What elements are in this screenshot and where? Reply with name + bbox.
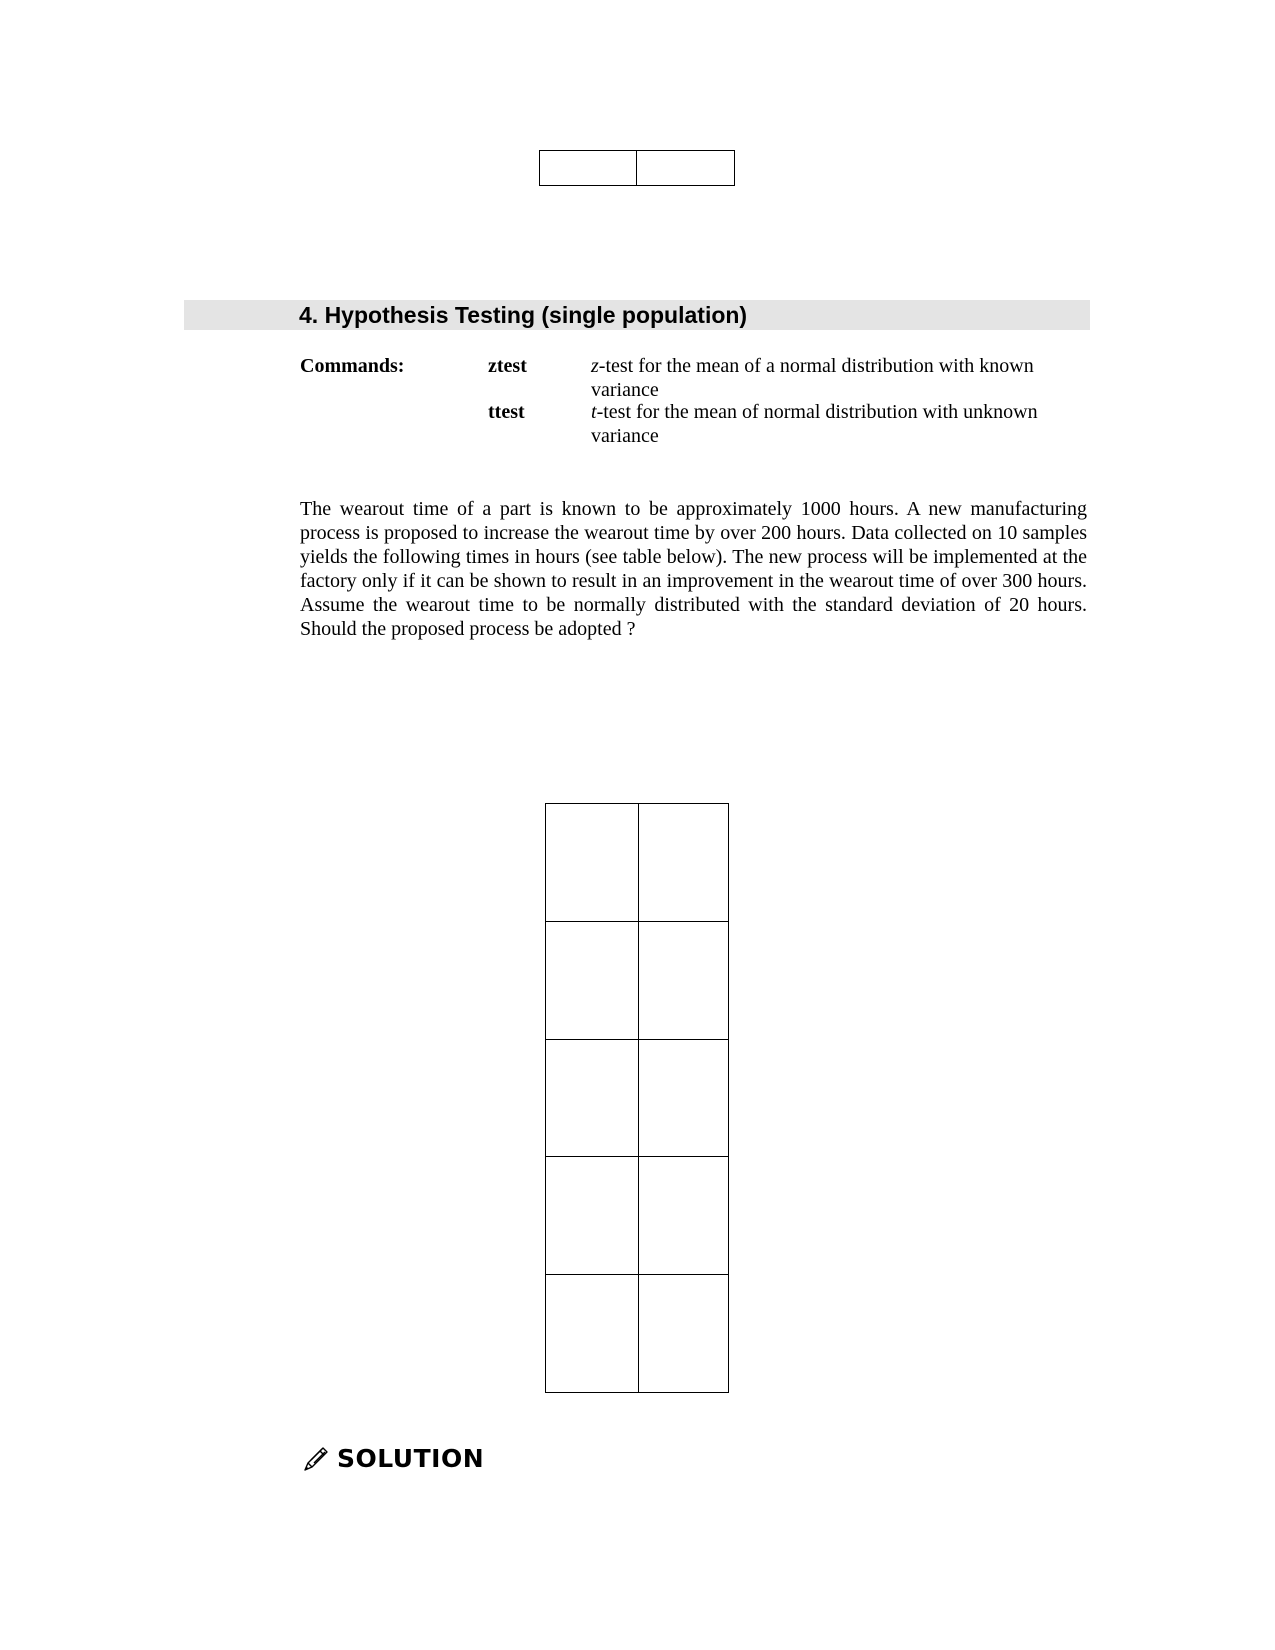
command-ttest: ttest: [488, 401, 525, 423]
command-ztest-variable: z: [591, 355, 599, 377]
table-cell: [546, 1275, 639, 1393]
top-empty-table: [539, 150, 735, 186]
table-row: [546, 1039, 729, 1157]
data-table: [545, 803, 729, 1393]
command-ztest-description: [591, 354, 1091, 402]
pencil-icon: [301, 1444, 331, 1474]
table-row: [546, 921, 729, 1039]
solution-heading: [301, 1444, 484, 1474]
table-cell: [639, 921, 729, 1039]
table-cell: [639, 804, 729, 922]
table-cell: [546, 921, 639, 1039]
command-ztest-text: -test for the mean of a normal distribution with known variance: [591, 355, 1034, 401]
table-row: [546, 1157, 729, 1275]
table-cell: [639, 1039, 729, 1157]
table-cell: [546, 804, 639, 922]
command-ztest: ztest: [488, 355, 527, 377]
command-ttest-description: [591, 400, 1091, 448]
commands-label: Commands:: [300, 355, 405, 377]
command-ttest-variable: t: [591, 401, 597, 423]
table-cell: [546, 1039, 639, 1157]
problem-statement: The wearout time of a part is known to be approximately 1000 hours. A new manufacturing process is proposed to increase the wearout time by over 200 hours. Data collected on 10 samples yields the following times in hours (see table below). The new process will be implemented at the factory only if it can be shown to result in an improvement in the wearout time of over 300 hours. Assume the wearout time to be normally distributed with the standard deviation of 20 hours. Should the proposed process be adopted ?: [300, 498, 1087, 640]
section-title: 4. Hypothesis Testing (single population): [299, 302, 748, 328]
table-cell: [546, 1157, 639, 1275]
table-cell: [637, 151, 735, 186]
table-row: [546, 804, 729, 922]
table-cell: [639, 1157, 729, 1275]
table-row: [546, 1275, 729, 1393]
table-row: [540, 151, 735, 186]
command-ttest-text: -test for the mean of normal distribution with unknown variance: [591, 401, 1038, 447]
solution-label: SOLUTION: [337, 1444, 485, 1473]
section-header-bar: [184, 300, 1090, 330]
table-cell: [540, 151, 637, 186]
table-cell: [639, 1275, 729, 1393]
